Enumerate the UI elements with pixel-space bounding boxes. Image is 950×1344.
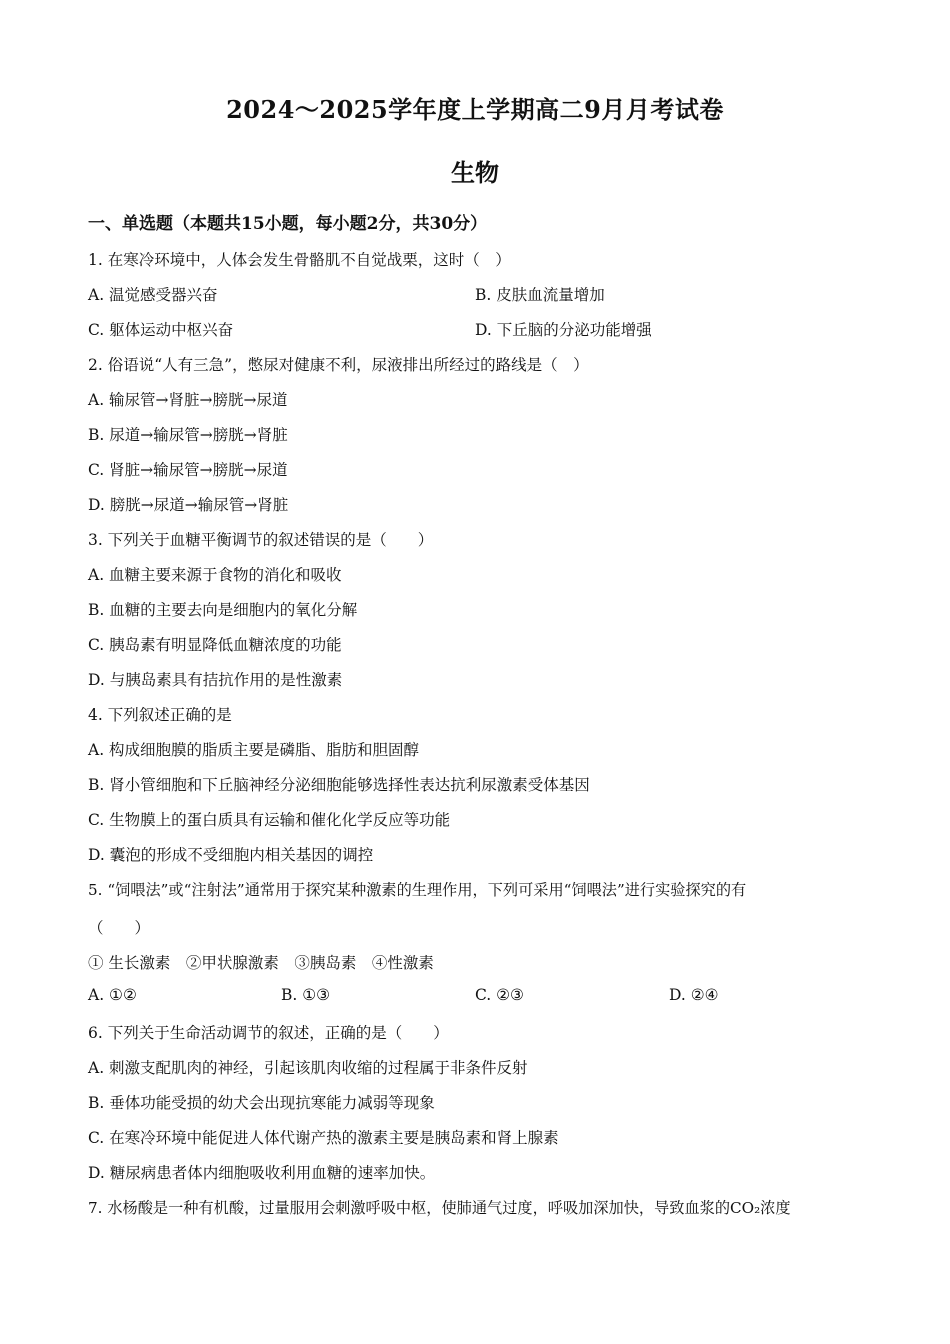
question-3-option-a: A. 血糖主要来源于食物的消化和吸收 <box>88 566 342 584</box>
question-4-option-b: B. 肾小管细胞和下丘脑神经分泌细胞能够选择性表达抗利尿激素受体基因 <box>88 776 590 794</box>
question-3-option-b: B. 血糖的主要去向是细胞内的氧化分解 <box>88 601 358 619</box>
question-1-option-d: D. 下丘脑的分泌功能增强 <box>475 321 652 339</box>
question-3-stem: 3. 下列关于血糖平衡调节的叙述错误的是（ ） <box>88 531 434 549</box>
question-5-items: ① 生长激素 ②甲状腺激素 ③胰岛素 ④性激素 <box>88 954 434 972</box>
question-3-option-d: D. 与胰岛素具有拮抗作用的是性激素 <box>88 671 343 689</box>
question-1-option-a: A. 温觉感受器兴奋 <box>88 286 218 304</box>
question-7-stem: 7. 水杨酸是一种有机酸，过量服用会刺激呼吸中枢，使肺通气过度，呼吸加深加快，导致血浆的CO₂浓度 <box>88 1199 791 1217</box>
question-6-option-b: B. 垂体功能受损的幼犬会出现抗寒能力减弱等现象 <box>88 1094 435 1112</box>
question-5-option-c: C. ②③ <box>475 986 524 1004</box>
question-2-option-a: A. 输尿管→肾脏→膀胱→尿道 <box>88 391 288 409</box>
question-1-option-c: C. 躯体运动中枢兴奋 <box>88 321 234 339</box>
section-heading: 一、单选题（本题共15小题，每小题2分，共30分） <box>88 214 488 234</box>
question-6-stem: 6. 下列关于生命活动调节的叙述，正确的是（ ） <box>88 1024 449 1042</box>
question-2-stem: 2. 俗语说“人有三急”，憋尿对健康不利，尿液排出所经过的路线是（ ） <box>88 356 589 374</box>
question-6-option-d: D. 糖尿病患者体内细胞吸收利用血糖的速率加快。 <box>88 1164 436 1182</box>
question-5-option-a: A. ①② <box>88 986 137 1004</box>
question-4-option-d: D. 囊泡的形成不受细胞内相关基因的调控 <box>88 846 374 864</box>
question-1-options-row-2 <box>88 318 868 338</box>
question-3-option-c: C. 胰岛素有明显降低血糖浓度的功能 <box>88 636 342 654</box>
question-5-option-d: D. ②④ <box>669 986 719 1004</box>
question-4-stem: 4. 下列叙述正确的是 <box>88 706 232 724</box>
question-1-stem: 1. 在寒冷环境中，人体会发生骨骼肌不自觉战栗，这时（ ） <box>88 251 511 269</box>
question-5-stem: 5. “饲喂法”或“注射法”通常用于探究某种激素的生理作用，下列可采用“饲喂法”进行实验探究的有 <box>88 881 747 899</box>
question-6-option-c: C. 在寒冷环境中能促进人体代谢产热的激素主要是胰岛素和肾上腺素 <box>88 1129 559 1147</box>
question-4-option-a: A. 构成细胞膜的脂质主要是磷脂、脂肪和胆固醇 <box>88 741 420 759</box>
question-6-option-a: A. 刺激支配肌肉的神经，引起该肌肉收缩的过程属于非条件反射 <box>88 1059 528 1077</box>
exam-title: 2024～2025学年度上学期高二9月月考试卷 <box>226 95 724 124</box>
question-1-options-row-1 <box>88 283 868 303</box>
question-1-option-b: B. 皮肤血流量增加 <box>475 286 605 304</box>
question-4-option-c: C. 生物膜上的蛋白质具有运输和催化化学反应等功能 <box>88 811 451 829</box>
question-2-option-d: D. 膀胱→尿道→输尿管→肾脏 <box>88 496 289 514</box>
question-5-option-b: B. ①③ <box>281 986 331 1004</box>
subject-title: 生物 <box>451 158 499 187</box>
question-5-options-row <box>88 986 868 1006</box>
question-5-stem-continued: （ ） <box>88 919 151 937</box>
question-2-option-b: B. 尿道→输尿管→膀胱→肾脏 <box>88 426 288 444</box>
question-2-option-c: C. 肾脏→输尿管→膀胱→尿道 <box>88 461 288 479</box>
